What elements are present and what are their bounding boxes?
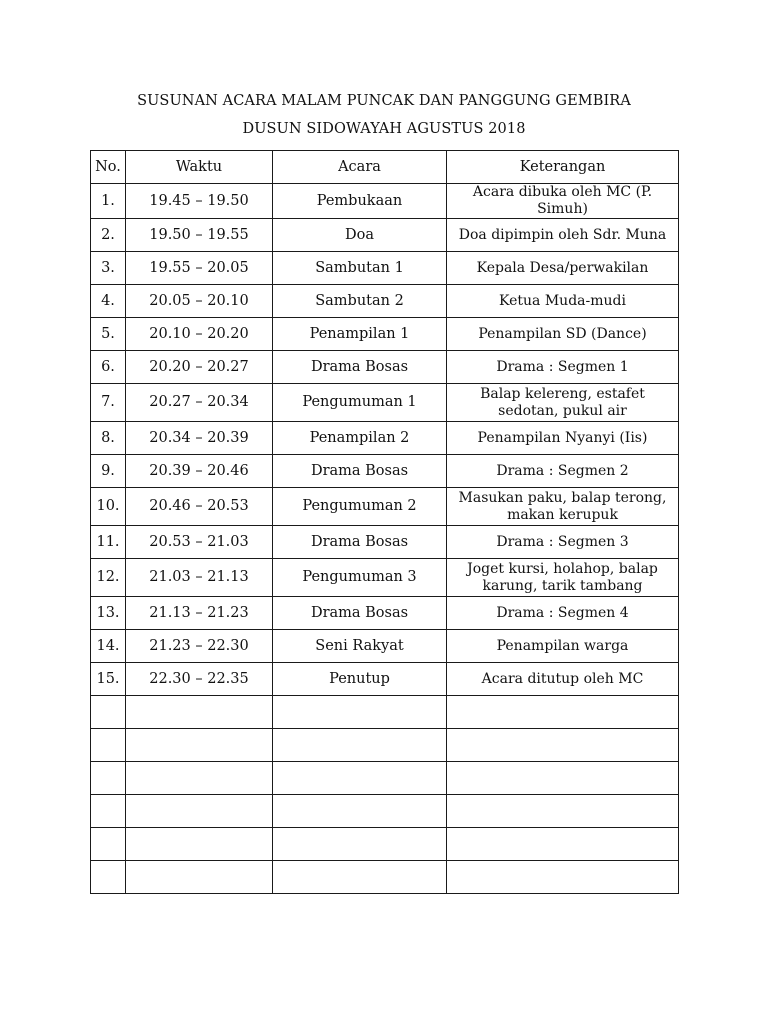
table-header-row [91,151,679,184]
table-row [91,384,679,422]
document-title: SUSUNAN ACARA MALAM PUNCAK DAN PANGGUNG GEMBIRA [137,93,631,109]
table-row [91,285,679,318]
empty-table-row [91,828,679,861]
cell-acara: Drama Bosas [273,526,447,559]
empty-table-row [91,729,679,762]
table-row [91,455,679,488]
cell-waktu: 19.55 – 20.05 [126,252,273,285]
cell-waktu [126,828,273,861]
cell-acara: Drama Bosas [273,597,447,630]
cell-no: 1. [91,184,126,219]
table-row [91,597,679,630]
cell-acara: Drama Bosas [273,351,447,384]
cell-keterangan: Penampilan SD (Dance) [447,318,679,351]
table-row [91,219,679,252]
empty-table-row [91,762,679,795]
cell-no [91,696,126,729]
cell-waktu: 20.10 – 20.20 [126,318,273,351]
cell-no: 10. [91,488,126,526]
cell-keterangan [447,861,679,894]
cell-acara [273,861,447,894]
cell-waktu [126,861,273,894]
cell-no: 4. [91,285,126,318]
document-subtitle: DUSUN SIDOWAYAH AGUSTUS 2018 [242,121,526,137]
cell-keterangan: Penampilan warga [447,630,679,663]
cell-no: 7. [91,384,126,422]
cell-acara: Sambutan 1 [273,252,447,285]
cell-acara: Penampilan 1 [273,318,447,351]
cell-waktu: 20.20 – 20.27 [126,351,273,384]
cell-no [91,828,126,861]
column-header-no: No. [91,151,126,184]
cell-keterangan [447,828,679,861]
cell-acara: Pengumuman 3 [273,559,447,597]
table-row [91,663,679,696]
cell-no: 15. [91,663,126,696]
cell-no: 13. [91,597,126,630]
cell-waktu: 20.05 – 20.10 [126,285,273,318]
cell-keterangan [447,729,679,762]
cell-keterangan: Acara dibuka oleh MC (P. Simuh) [447,184,679,219]
cell-no: 8. [91,422,126,455]
cell-acara: Sambutan 2 [273,285,447,318]
cell-waktu: 20.39 – 20.46 [126,455,273,488]
cell-waktu: 20.27 – 20.34 [126,384,273,422]
cell-keterangan: Drama : Segmen 4 [447,597,679,630]
cell-waktu: 19.50 – 19.55 [126,219,273,252]
table-row [91,559,679,597]
cell-waktu [126,729,273,762]
cell-keterangan [447,696,679,729]
cell-waktu [126,795,273,828]
cell-keterangan: Joget kursi, holahop, balap karung, tarik tambang [447,559,679,597]
table-row [91,526,679,559]
cell-keterangan: Masukan paku, balap terong, makan kerupuk [447,488,679,526]
cell-keterangan: Drama : Segmen 3 [447,526,679,559]
cell-no [91,762,126,795]
cell-waktu: 21.13 – 21.23 [126,597,273,630]
cell-waktu [126,696,273,729]
table-row [91,351,679,384]
cell-waktu [126,762,273,795]
cell-no [91,729,126,762]
column-header-keterangan: Keterangan [447,151,679,184]
cell-acara: Drama Bosas [273,455,447,488]
cell-acara [273,762,447,795]
cell-acara: Seni Rakyat [273,630,447,663]
cell-waktu: 22.30 – 22.35 [126,663,273,696]
cell-waktu: 20.34 – 20.39 [126,422,273,455]
cell-acara: Penutup [273,663,447,696]
cell-acara: Pengumuman 2 [273,488,447,526]
cell-acara: Pengumuman 1 [273,384,447,422]
cell-no [91,795,126,828]
cell-keterangan: Penampilan Nyanyi (Iis) [447,422,679,455]
cell-no [91,861,126,894]
cell-acara [273,729,447,762]
cell-waktu: 19.45 – 19.50 [126,184,273,219]
cell-keterangan: Kepala Desa/perwakilan [447,252,679,285]
cell-keterangan: Acara ditutup oleh MC [447,663,679,696]
cell-no: 14. [91,630,126,663]
cell-keterangan [447,795,679,828]
table-row [91,184,679,219]
table-row [91,252,679,285]
cell-no: 2. [91,219,126,252]
cell-keterangan: Ketua Muda-mudi [447,285,679,318]
cell-no: 5. [91,318,126,351]
cell-waktu: 20.46 – 20.53 [126,488,273,526]
cell-no: 9. [91,455,126,488]
cell-no: 12. [91,559,126,597]
table-row [91,422,679,455]
cell-keterangan: Balap kelereng, estafet sedotan, pukul air [447,384,679,422]
table-row [91,630,679,663]
cell-no: 3. [91,252,126,285]
cell-keterangan: Doa dipimpin oleh Sdr. Muna [447,219,679,252]
cell-waktu: 21.23 – 22.30 [126,630,273,663]
cell-no: 11. [91,526,126,559]
table-row [91,318,679,351]
cell-keterangan [447,762,679,795]
empty-table-row [91,795,679,828]
cell-no: 6. [91,351,126,384]
cell-acara: Doa [273,219,447,252]
cell-acara [273,696,447,729]
empty-table-row [91,696,679,729]
column-header-waktu: Waktu [126,151,273,184]
empty-table-row [91,861,679,894]
column-header-acara: Acara [273,151,447,184]
cell-acara [273,795,447,828]
cell-keterangan: Drama : Segmen 2 [447,455,679,488]
cell-acara: Pembukaan [273,184,447,219]
cell-waktu: 21.03 – 21.13 [126,559,273,597]
cell-waktu: 20.53 – 21.03 [126,526,273,559]
table-row [91,488,679,526]
cell-acara: Penampilan 2 [273,422,447,455]
schedule-table-body [91,184,679,894]
schedule-table [90,150,679,894]
cell-acara [273,828,447,861]
cell-keterangan: Drama : Segmen 1 [447,351,679,384]
